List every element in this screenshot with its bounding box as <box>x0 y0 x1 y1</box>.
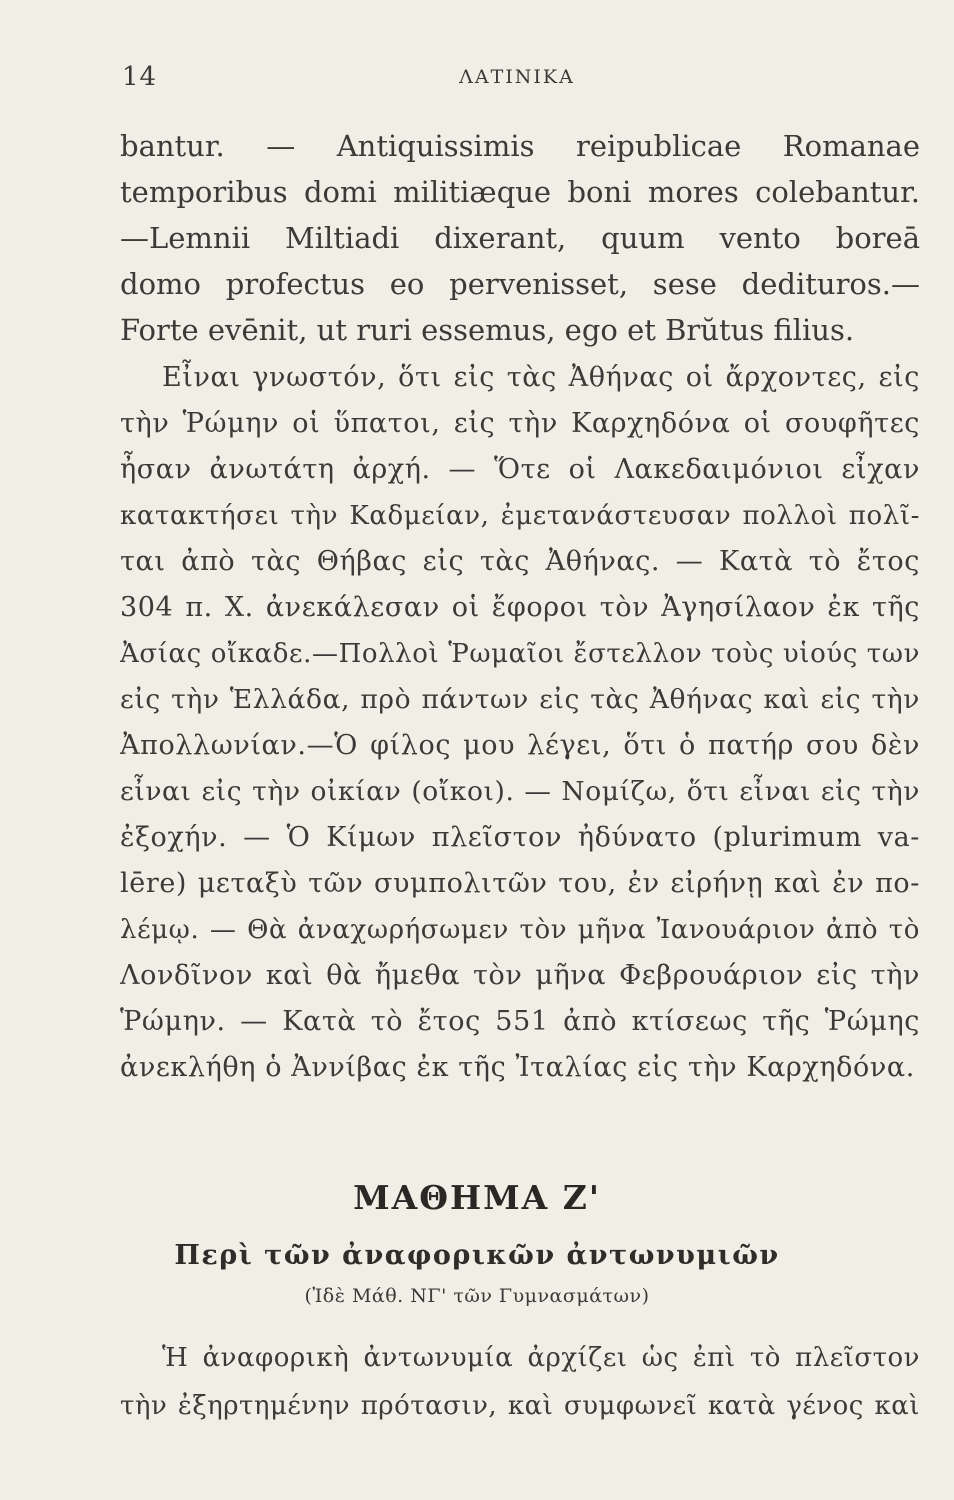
text-line: λέμῳ. — Θὰ ἀναχωρήσωμεν τὸν μῆνα Ἰανουάριον ἀπὸ τὸ <box>120 915 920 945</box>
text-line: Ἀσίας οἴκαδε.—Πολλοὶ Ῥωμαῖοι ἔστελλον τοὺς υἱούς των <box>120 639 920 669</box>
text-line: ἦσαν ἀνωτάτη ἀρχή. — Ὅτε οἱ Λακεδαιμόνιοι εἶχαν <box>120 454 920 485</box>
text-line: domo profectus eo pervenisset, sese dedituros.— <box>120 267 920 301</box>
running-title: ΛΑΤΙΝΙΚΑ <box>459 66 575 88</box>
lesson-reference: (Ἰδὲ Μάθ. ΝΓ' τῶν Γυμνασμάτων) <box>304 1285 650 1307</box>
text-line: Ἀπολλωνίαν.—Ὁ φίλος μου λέγει, ὅτι ὁ πατήρ σου δὲν <box>120 730 920 761</box>
text-line: temporibus domi militiæque boni mores colebantur. <box>120 175 920 209</box>
text-line: lēre) μεταξὺ τῶν συμπολιτῶν του, ἐν εἰρήνῃ καὶ ἐν πο- <box>120 868 920 899</box>
text-line: Forte evēnit, ut ruri essemus, ego et Brŭtus filius. <box>120 313 855 347</box>
text-line: ται ἀπὸ τὰς Θήβας εἰς τὰς Ἀθήνας. — Κατὰ τὸ ἔτος <box>120 546 920 577</box>
text-line: ἀνεκλήθη ὁ Ἀννίβας ἐκ τῆς Ἰταλίας εἰς τὴν Καρχηδόνα. <box>120 1052 915 1083</box>
text-line: εἶναι εἰς τὴν οἰκίαν (οἴκοι). — Νομίζω, ὅτι εἶναι εἰς τὴν <box>120 776 920 807</box>
page-number: 14 <box>122 62 158 92</box>
text-line: Εἶναι γνωστόν, ὅτι εἰς τὰς Ἀθήνας οἱ ἄρχοντες, εἰς <box>162 362 920 393</box>
text-line: τὴν ἐξηρτημένην πρότασιν, καὶ συμφωνεῖ κατὰ γένος καὶ <box>120 1391 920 1421</box>
page-header <box>118 62 916 102</box>
text-line: bantur. — Antiquissimis reipublicae Romanae <box>120 129 920 163</box>
text-line: 304 π. Χ. ἀνεκάλεσαν οἱ ἔφοροι τὸν Ἀγησίλαον ἐκ τῆς <box>120 592 920 623</box>
text-line: Λονδῖνον καὶ θὰ ἤμεθα τὸν μῆνα Φεβρουάριον εἰς τὴν <box>120 960 920 991</box>
text-line: ἐξοχήν. — Ὁ Κίμων πλεῖστον ἠδύνατο (plurimum va- <box>120 822 920 853</box>
text-line: εἰς τὴν Ἑλλάδα, πρὸ πάντων εἰς τὰς Ἀθήνας καὶ εἰς τὴν <box>120 684 920 715</box>
lesson-subtitle: Περὶ τῶν ἀναφορικῶν ἀντωνυμιῶν <box>174 1240 780 1271</box>
text-line: τὴν Ῥώμην οἱ ὕπατοι, εἰς τὴν Καρχηδόνα οἱ σουφῆτες <box>120 408 920 439</box>
text-line: —Lemnii Miltiadi dixerant, quum vento boreā <box>120 221 920 255</box>
text-line: Ἡ ἀναφορικὴ ἀντωνυμία ἀρχίζει ὡς ἐπὶ τὸ πλεῖστον <box>162 1343 920 1373</box>
lesson-title: ΜΑΘΗΜΑ Ζ' <box>353 1178 601 1217</box>
text-line: κατακτήσει τὴν Καδμείαν, ἐμετανάστευσαν πολλοὶ πολῖ- <box>120 501 920 531</box>
text-line: Ῥώμην. — Κατὰ τὸ ἔτος 551 ἀπὸ κτίσεως τῆς Ῥώμης <box>120 1006 920 1037</box>
